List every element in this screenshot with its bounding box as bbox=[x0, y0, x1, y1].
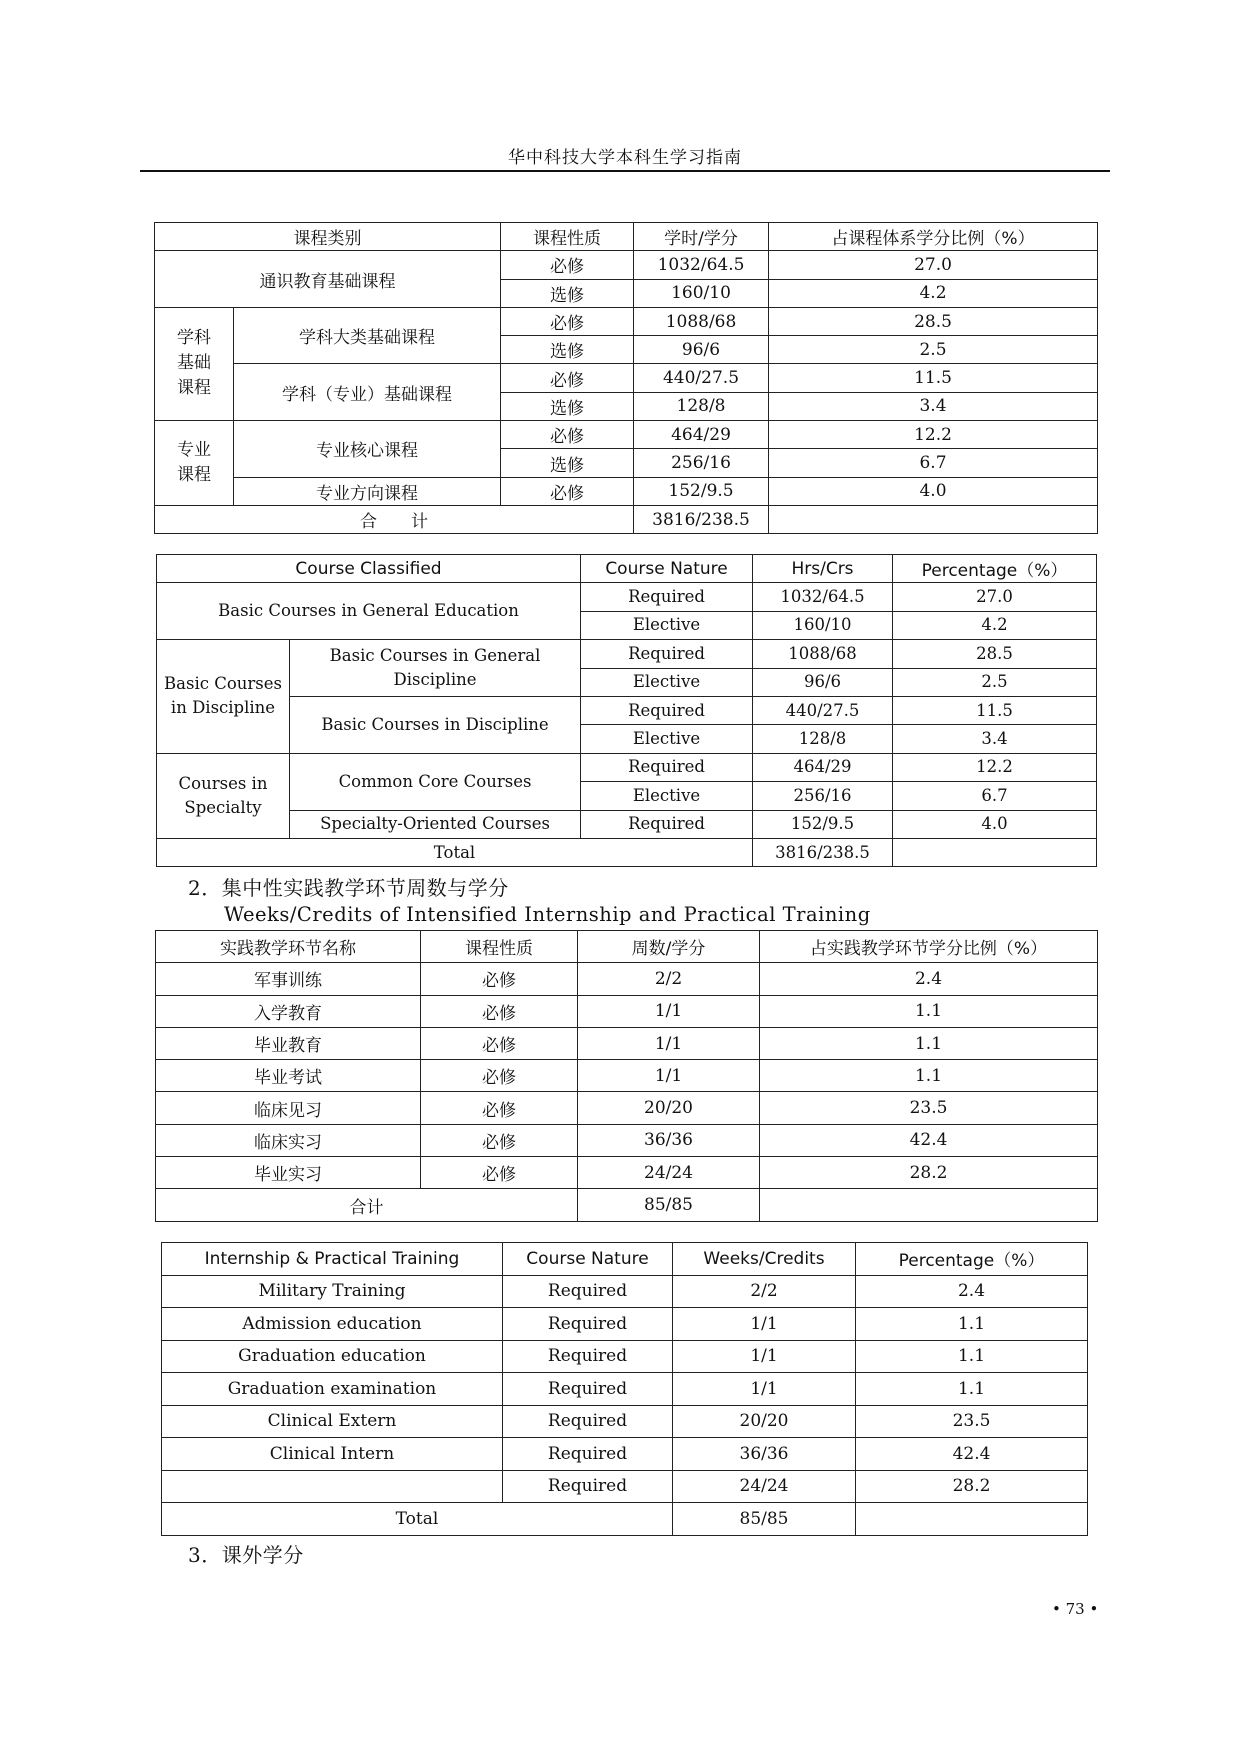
practice-name-cell: Graduation education bbox=[162, 1340, 503, 1373]
weeks-cell: 24/24 bbox=[673, 1470, 856, 1503]
table-row bbox=[156, 1027, 1098, 1059]
hours-cell: 152/9.5 bbox=[634, 477, 769, 505]
total-percentage bbox=[893, 838, 1097, 866]
percentage-cell: 4.2 bbox=[893, 611, 1097, 639]
total-row bbox=[162, 1503, 1088, 1536]
weeks-cell: 36/36 bbox=[673, 1438, 856, 1471]
nature-cell: Required bbox=[503, 1438, 673, 1471]
total-label: Total bbox=[157, 838, 753, 866]
category-cell: Basic Courses in Discipline bbox=[290, 696, 581, 753]
percentage-cell: 6.7 bbox=[769, 449, 1098, 477]
table-row bbox=[162, 1308, 1088, 1341]
nature-cell: Elective bbox=[581, 611, 753, 639]
weeks-cell: 20/20 bbox=[578, 1092, 760, 1124]
table-row bbox=[157, 696, 1097, 724]
hours-cell: 128/8 bbox=[753, 725, 893, 753]
percentage-cell: 1.1 bbox=[856, 1340, 1088, 1373]
table-header-row bbox=[155, 223, 1098, 251]
table-row bbox=[162, 1340, 1088, 1373]
total-weeks: 85/85 bbox=[673, 1503, 856, 1536]
table-row bbox=[157, 640, 1097, 668]
percentage-cell: 2.5 bbox=[769, 336, 1098, 364]
header-rule bbox=[140, 170, 1110, 172]
total-label: Total bbox=[162, 1503, 673, 1536]
total-percentage bbox=[856, 1503, 1088, 1536]
category-cell: 学科（专业）基础课程 bbox=[234, 364, 501, 421]
nature-cell: 选修 bbox=[501, 449, 634, 477]
hours-cell: 464/29 bbox=[753, 753, 893, 781]
table-row bbox=[155, 307, 1098, 335]
hours-cell: 256/16 bbox=[634, 449, 769, 477]
practice-name-cell bbox=[162, 1470, 503, 1503]
group-cell: Courses in Specialty bbox=[157, 753, 290, 838]
group-cell: 学科 基础 课程 bbox=[155, 307, 234, 420]
total-row bbox=[157, 838, 1097, 866]
practice-name-cell: Clinical Extern bbox=[162, 1405, 503, 1438]
practice-name-cell: 毕业教育 bbox=[156, 1027, 421, 1059]
nature-cell: 必修 bbox=[421, 1060, 578, 1092]
hours-cell: 96/6 bbox=[634, 336, 769, 364]
course-structure-table-en bbox=[156, 554, 1097, 867]
practice-name-cell: Admission education bbox=[162, 1308, 503, 1341]
practice-name-cell: 军事训练 bbox=[156, 963, 421, 995]
category-cell: 专业核心课程 bbox=[234, 421, 501, 478]
nature-cell: 必修 bbox=[421, 1027, 578, 1059]
total-label: 合计 bbox=[156, 1189, 578, 1221]
percentage-cell: 28.2 bbox=[856, 1470, 1088, 1503]
header-percentage: Percentage（%） bbox=[856, 1243, 1088, 1276]
weeks-cell: 1/1 bbox=[673, 1308, 856, 1341]
percentage-cell: 28.2 bbox=[760, 1157, 1098, 1189]
header-category: Course Classified bbox=[157, 555, 581, 583]
course-structure-table-cn bbox=[154, 222, 1098, 534]
weeks-cell: 1/1 bbox=[673, 1373, 856, 1406]
header-hours: 学时/学分 bbox=[634, 223, 769, 251]
table-row bbox=[155, 251, 1098, 279]
page-number: • 73 • bbox=[1052, 1600, 1099, 1618]
header-practice-name: 实践教学环节名称 bbox=[156, 931, 421, 963]
percentage-cell: 12.2 bbox=[893, 753, 1097, 781]
nature-cell: Required bbox=[581, 696, 753, 724]
nature-cell: 必修 bbox=[421, 1157, 578, 1189]
category-cell: 专业方向课程 bbox=[234, 477, 501, 505]
total-hours: 3816/238.5 bbox=[634, 505, 769, 533]
practice-name-cell: 毕业考试 bbox=[156, 1060, 421, 1092]
practice-name-cell: 临床见习 bbox=[156, 1092, 421, 1124]
nature-cell: Required bbox=[581, 640, 753, 668]
hours-cell: 440/27.5 bbox=[753, 696, 893, 724]
practice-name-cell: 临床实习 bbox=[156, 1124, 421, 1156]
category-cell: Common Core Courses bbox=[290, 753, 581, 810]
section-2-title-en: Weeks/Credits of Intensified Internship and Practical Training bbox=[224, 903, 871, 926]
weeks-cell: 1/1 bbox=[578, 995, 760, 1027]
header-hours: Hrs/Crs bbox=[753, 555, 893, 583]
table-row bbox=[157, 583, 1097, 611]
table-header-row bbox=[156, 931, 1098, 963]
total-percentage bbox=[769, 505, 1098, 533]
nature-cell: Elective bbox=[581, 725, 753, 753]
table-row bbox=[156, 1092, 1098, 1124]
category-cell: Specialty-Oriented Courses bbox=[290, 810, 581, 838]
nature-cell: 必修 bbox=[501, 251, 634, 279]
percentage-cell: 3.4 bbox=[769, 392, 1098, 420]
percentage-cell: 28.5 bbox=[893, 640, 1097, 668]
weeks-cell: 24/24 bbox=[578, 1157, 760, 1189]
practice-name-cell: Clinical Intern bbox=[162, 1438, 503, 1471]
table-row bbox=[155, 364, 1098, 392]
percentage-cell: 4.2 bbox=[769, 279, 1098, 307]
table-row bbox=[162, 1373, 1088, 1406]
hours-cell: 160/10 bbox=[753, 611, 893, 639]
percentage-cell: 1.1 bbox=[856, 1308, 1088, 1341]
weeks-cell: 36/36 bbox=[578, 1124, 760, 1156]
practice-name-cell: Military Training bbox=[162, 1275, 503, 1308]
nature-cell: 必修 bbox=[421, 1092, 578, 1124]
nature-cell: Required bbox=[503, 1340, 673, 1373]
percentage-cell: 27.0 bbox=[893, 583, 1097, 611]
nature-cell: Elective bbox=[581, 782, 753, 810]
total-percentage bbox=[760, 1189, 1098, 1221]
nature-cell: Required bbox=[503, 1373, 673, 1406]
header-practice-name: Internship & Practical Training bbox=[162, 1243, 503, 1276]
total-label: 合 计 bbox=[155, 505, 634, 533]
header-nature: Course Nature bbox=[503, 1243, 673, 1276]
total-row bbox=[156, 1189, 1098, 1221]
total-hours: 3816/238.5 bbox=[753, 838, 893, 866]
percentage-cell: 2.4 bbox=[760, 963, 1098, 995]
percentage-cell: 3.4 bbox=[893, 725, 1097, 753]
page-header-title: 华中科技大学本科生学习指南 bbox=[508, 148, 742, 168]
header-percentage: Percentage（%） bbox=[893, 555, 1097, 583]
practice-table-en bbox=[161, 1242, 1088, 1536]
nature-cell: 选修 bbox=[501, 336, 634, 364]
hours-cell: 152/9.5 bbox=[753, 810, 893, 838]
section-3-title: 3．课外学分 bbox=[188, 1543, 304, 1567]
header-percentage: 占实践教学环节学分比例（%） bbox=[760, 931, 1098, 963]
nature-cell: 选修 bbox=[501, 279, 634, 307]
header-nature: 课程性质 bbox=[421, 931, 578, 963]
weeks-cell: 20/20 bbox=[673, 1405, 856, 1438]
percentage-cell: 1.1 bbox=[856, 1373, 1088, 1406]
header-percentage: 占课程体系学分比例（%） bbox=[769, 223, 1098, 251]
nature-cell: 必修 bbox=[501, 364, 634, 392]
practice-name-cell: 毕业实习 bbox=[156, 1157, 421, 1189]
percentage-cell: 1.1 bbox=[760, 1027, 1098, 1059]
table-row bbox=[162, 1275, 1088, 1308]
percentage-cell: 42.4 bbox=[760, 1124, 1098, 1156]
table-row bbox=[162, 1470, 1088, 1503]
table-row bbox=[156, 1060, 1098, 1092]
percentage-cell: 23.5 bbox=[856, 1405, 1088, 1438]
total-weeks: 85/85 bbox=[578, 1189, 760, 1221]
percentage-cell: 1.1 bbox=[760, 995, 1098, 1027]
total-row bbox=[155, 505, 1098, 533]
section-2-title: 2．集中性实践教学环节周数与学分 bbox=[188, 876, 509, 900]
nature-cell: Required bbox=[503, 1470, 673, 1503]
weeks-cell: 1/1 bbox=[578, 1060, 760, 1092]
percentage-cell: 2.4 bbox=[856, 1275, 1088, 1308]
hours-cell: 1088/68 bbox=[634, 307, 769, 335]
percentage-cell: 12.2 bbox=[769, 421, 1098, 449]
header-category: 课程类别 bbox=[155, 223, 501, 251]
hours-cell: 440/27.5 bbox=[634, 364, 769, 392]
hours-cell: 1032/64.5 bbox=[753, 583, 893, 611]
hours-cell: 1088/68 bbox=[753, 640, 893, 668]
header-nature: 课程性质 bbox=[501, 223, 634, 251]
hours-cell: 256/16 bbox=[753, 782, 893, 810]
header-weeks: Weeks/Credits bbox=[673, 1243, 856, 1276]
nature-cell: Required bbox=[581, 810, 753, 838]
practice-name-cell: Graduation examination bbox=[162, 1373, 503, 1406]
percentage-cell: 23.5 bbox=[760, 1092, 1098, 1124]
header-nature: Course Nature bbox=[581, 555, 753, 583]
table-row bbox=[162, 1438, 1088, 1471]
weeks-cell: 1/1 bbox=[578, 1027, 760, 1059]
percentage-cell: 28.5 bbox=[769, 307, 1098, 335]
table-row bbox=[157, 753, 1097, 781]
nature-cell: Required bbox=[503, 1308, 673, 1341]
group-cell: Basic Courses in Discipline bbox=[157, 640, 290, 754]
table-header-row bbox=[157, 555, 1097, 583]
nature-cell: 必修 bbox=[421, 963, 578, 995]
hours-cell: 160/10 bbox=[634, 279, 769, 307]
nature-cell: Elective bbox=[581, 668, 753, 696]
nature-cell: 必修 bbox=[501, 477, 634, 505]
table-row bbox=[156, 963, 1098, 995]
weeks-cell: 1/1 bbox=[673, 1340, 856, 1373]
percentage-cell: 2.5 bbox=[893, 668, 1097, 696]
percentage-cell: 11.5 bbox=[769, 364, 1098, 392]
hours-cell: 96/6 bbox=[753, 668, 893, 696]
category-cell: Basic Courses in General Discipline bbox=[290, 640, 581, 697]
table-row bbox=[162, 1405, 1088, 1438]
category-cell: 学科大类基础课程 bbox=[234, 307, 501, 364]
nature-cell: 必修 bbox=[421, 995, 578, 1027]
hours-cell: 1032/64.5 bbox=[634, 251, 769, 279]
nature-cell: Required bbox=[581, 583, 753, 611]
weeks-cell: 2/2 bbox=[673, 1275, 856, 1308]
percentage-cell: 42.4 bbox=[856, 1438, 1088, 1471]
table-row bbox=[156, 995, 1098, 1027]
hours-cell: 128/8 bbox=[634, 392, 769, 420]
percentage-cell: 11.5 bbox=[893, 696, 1097, 724]
percentage-cell: 4.0 bbox=[769, 477, 1098, 505]
nature-cell: Required bbox=[503, 1405, 673, 1438]
table-header-row bbox=[162, 1243, 1088, 1276]
nature-cell: 必修 bbox=[421, 1124, 578, 1156]
nature-cell: Required bbox=[503, 1275, 673, 1308]
nature-cell: 必修 bbox=[501, 307, 634, 335]
practice-table-cn bbox=[155, 930, 1098, 1222]
nature-cell: Required bbox=[581, 753, 753, 781]
group-cell: 专业 课程 bbox=[155, 421, 234, 506]
category-cell: Basic Courses in General Education bbox=[157, 583, 581, 640]
percentage-cell: 4.0 bbox=[893, 810, 1097, 838]
practice-name-cell: 入学教育 bbox=[156, 995, 421, 1027]
category-cell: 通识教育基础课程 bbox=[155, 251, 501, 308]
table-row bbox=[157, 810, 1097, 838]
nature-cell: 必修 bbox=[501, 421, 634, 449]
percentage-cell: 6.7 bbox=[893, 782, 1097, 810]
hours-cell: 464/29 bbox=[634, 421, 769, 449]
nature-cell: 选修 bbox=[501, 392, 634, 420]
table-row bbox=[155, 421, 1098, 449]
header-weeks: 周数/学分 bbox=[578, 931, 760, 963]
table-row bbox=[156, 1157, 1098, 1189]
percentage-cell: 1.1 bbox=[760, 1060, 1098, 1092]
table-row bbox=[155, 477, 1098, 505]
percentage-cell: 27.0 bbox=[769, 251, 1098, 279]
table-row bbox=[156, 1124, 1098, 1156]
weeks-cell: 2/2 bbox=[578, 963, 760, 995]
